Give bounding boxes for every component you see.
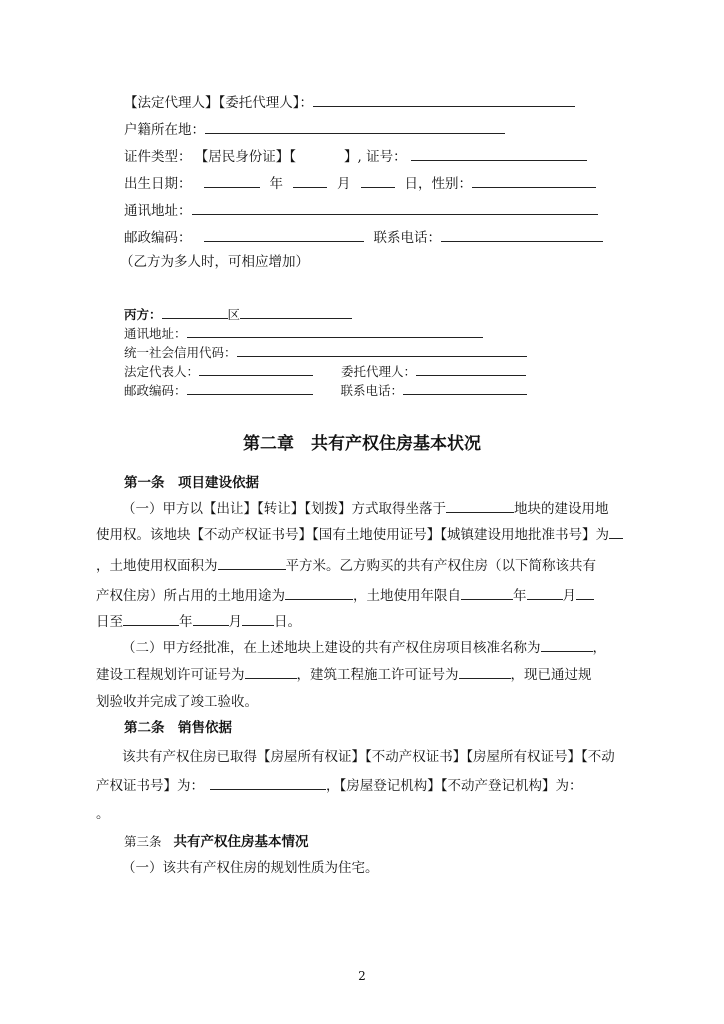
chapter-title: 第二章 共有产权住房基本状况 bbox=[243, 434, 481, 454]
end-day-blank bbox=[242, 612, 274, 626]
party-b-agent-row bbox=[124, 93, 575, 113]
dob-year-blank bbox=[204, 174, 260, 188]
article1-p1-line2 bbox=[96, 525, 623, 545]
cert-number-blank bbox=[609, 525, 623, 539]
gender-blank bbox=[472, 174, 596, 188]
dob-day-blank bbox=[361, 174, 395, 188]
article2-line3: 。 bbox=[96, 806, 110, 822]
credit-code-blank bbox=[237, 343, 527, 357]
project-name-blank bbox=[541, 638, 593, 652]
article3-heading: 共有产权住房基本情况 bbox=[173, 834, 309, 850]
text: 日至 bbox=[96, 614, 123, 630]
land-use-blank bbox=[285, 586, 353, 600]
party-c-postcode-label: 邮政编码： bbox=[124, 383, 187, 398]
party-b-address-row bbox=[124, 201, 598, 221]
party-c-address-row bbox=[124, 324, 483, 344]
start-year-blank bbox=[461, 586, 513, 600]
postcode-blank bbox=[204, 228, 364, 242]
text: 产权住房）所占用的土地用途为 bbox=[96, 588, 285, 604]
id-number-label: 】, 证号： bbox=[344, 149, 407, 165]
party-c-postcode-blank bbox=[187, 381, 313, 395]
article1-p2-line1 bbox=[122, 638, 606, 658]
party-c-label-row bbox=[124, 305, 352, 325]
postcode-label: 邮政编码： bbox=[124, 230, 192, 246]
dob-day-gender-label: 日，性别： bbox=[404, 176, 472, 192]
party-c-agent-label: 委托代理人： bbox=[341, 364, 417, 379]
agent-label: 【法定代理人】【委托代理人】： bbox=[124, 95, 313, 111]
party-c-label: 丙方： bbox=[124, 307, 162, 322]
ownership-cert-blank bbox=[210, 776, 326, 790]
text: ，建筑工程施工许可证号为 bbox=[296, 667, 459, 683]
party-b-postcode-row bbox=[124, 228, 603, 248]
start-month-blank bbox=[527, 586, 563, 600]
dob-year-unit: 年 bbox=[269, 176, 283, 192]
end-month-blank bbox=[193, 612, 229, 626]
text: 产权证书号】为： bbox=[96, 778, 204, 794]
dob-month-unit: 月 bbox=[337, 176, 351, 192]
land-area-blank bbox=[218, 556, 286, 570]
district-blank bbox=[162, 305, 228, 319]
district-unit: 区 bbox=[227, 307, 241, 322]
article1-heading: 第一条 项目建设依据 bbox=[124, 475, 259, 491]
article2-line2 bbox=[96, 776, 583, 796]
text: 年 bbox=[513, 588, 527, 604]
party-c-agent-blank bbox=[416, 362, 526, 376]
text: 年 bbox=[179, 614, 193, 630]
text: ，【房屋登记机构】【不动产登记机构】为： bbox=[326, 778, 583, 794]
residence-label: 户籍所在地： bbox=[124, 122, 205, 138]
party-c-address-label: 通讯地址： bbox=[124, 326, 187, 341]
article3-heading-row bbox=[124, 832, 309, 852]
text: （二）甲方经批准，在上述地块上建设的共有产权住房项目核准名称为 bbox=[122, 640, 541, 656]
text: ，土地使用权面积为 bbox=[96, 558, 218, 574]
address-label: 通讯地址： bbox=[124, 203, 192, 219]
article2-line1: 该共有产权住房已取得【房屋所有权证】【不动产权证书】【房屋所有权证号】【不动 bbox=[122, 749, 615, 765]
party-b-residence-row bbox=[124, 120, 505, 140]
party-c-phone-blank bbox=[403, 381, 527, 395]
article1-p1-line3 bbox=[96, 556, 596, 576]
article1-p1-line5 bbox=[96, 612, 301, 632]
text: 日。 bbox=[274, 614, 301, 630]
article1-p1-line1 bbox=[122, 499, 609, 519]
phone-blank bbox=[441, 228, 603, 242]
start-day-blank bbox=[576, 586, 594, 600]
dob-label: 出生日期： bbox=[124, 176, 192, 192]
party-c-address-blank bbox=[187, 324, 483, 338]
end-year-blank bbox=[123, 612, 179, 626]
id-number-blank bbox=[411, 147, 587, 161]
article1-p2-line3: 划验收并完成了竣工验收。 bbox=[96, 694, 258, 710]
location-blank bbox=[446, 499, 514, 513]
credit-code-label: 统一社会信用代码： bbox=[124, 345, 237, 360]
phone-label: 联系电话： bbox=[373, 230, 441, 246]
party-c-postcode-row bbox=[124, 381, 527, 401]
article2-heading: 第二条 销售依据 bbox=[124, 720, 232, 736]
construction-permit-blank bbox=[459, 665, 511, 679]
dob-month-blank bbox=[293, 174, 327, 188]
residence-blank bbox=[205, 120, 505, 134]
party-b-id-row bbox=[124, 147, 587, 167]
text: 月 bbox=[228, 614, 242, 630]
party-b-dob-row bbox=[124, 174, 596, 194]
address-blank bbox=[192, 201, 598, 215]
party-c-rep-row bbox=[124, 362, 526, 382]
page-number: 2 bbox=[358, 969, 366, 983]
party-c-credit-row bbox=[124, 343, 527, 363]
text: ，土地使用年限自 bbox=[353, 588, 461, 604]
text: ，现已通过规 bbox=[510, 667, 592, 683]
text: 使用权。该地块【不动产权证书号】【国有土地使用证号】【城镇建设用地批准书号】为 bbox=[96, 527, 609, 543]
legal-rep-label: 法定代表人： bbox=[124, 364, 200, 379]
planning-permit-blank bbox=[245, 665, 297, 679]
article3-line1: （一）该共有产权住房的规划性质为住宅。 bbox=[122, 860, 379, 876]
text: 月 bbox=[562, 588, 576, 604]
party-b-note: （乙方为多人时，可相应增加） bbox=[120, 254, 309, 270]
legal-rep-blank bbox=[199, 362, 313, 376]
id-type-value: 【居民身份证】【 bbox=[201, 149, 296, 165]
agent-blank bbox=[313, 93, 575, 107]
district-after-blank bbox=[240, 305, 352, 319]
text: 地块的建设用地 bbox=[514, 501, 609, 517]
party-c-phone-label: 联系电话： bbox=[340, 383, 404, 398]
article1-p1-line4 bbox=[96, 586, 594, 606]
text: （一）甲方以【出让】【转让】【划拨】方式取得坐落于 bbox=[122, 501, 446, 517]
article1-p2-line2 bbox=[96, 665, 592, 685]
text: 建设工程规划许可证号为 bbox=[96, 667, 245, 683]
text: 平方米。乙方购买的共有产权住房（以下简称该共有 bbox=[285, 558, 596, 574]
id-type-label: 证件类型： bbox=[124, 149, 192, 165]
text: ， bbox=[592, 640, 606, 656]
article3-number: 第三条 bbox=[124, 834, 162, 849]
